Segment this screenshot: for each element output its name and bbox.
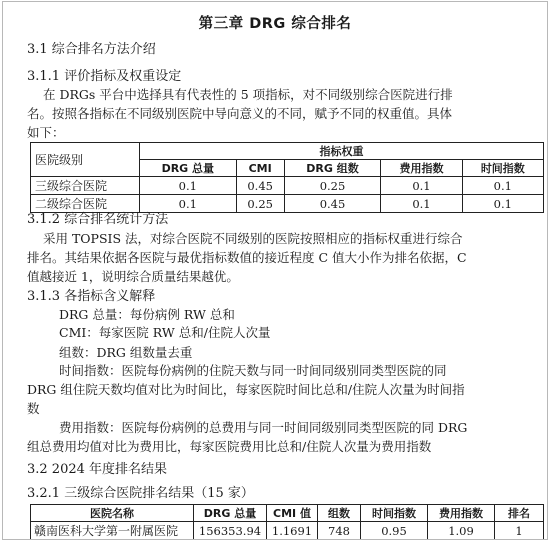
definition-line: 组数：DRG 组数量去重 xyxy=(59,345,193,360)
paragraph-line: 组总费用均值对比为费用比，每家医院费用比总和/住院人次量为费用指数 xyxy=(27,439,432,454)
table-cell: 1.1691 xyxy=(267,522,318,540)
section-3-2-1-heading: 3.2.1 三级综合医院排名结果（15 家） xyxy=(27,486,254,501)
section-3-2-heading: 3.2 2024 年度排名结果 xyxy=(27,462,168,477)
table-cell: 0.45 xyxy=(284,195,381,213)
table-cell: 0.1 xyxy=(462,195,543,213)
column-header: CMI xyxy=(236,160,284,177)
column-header: 费用指数 xyxy=(428,505,495,522)
table-cell: 0.1 xyxy=(140,177,237,195)
table-cell: 156353.94 xyxy=(194,522,267,540)
row-label: 二级综合医院 xyxy=(31,195,140,213)
paragraph-line: 费用指数：医院每份病例的总费用与同一时间同级别同类型医院的同 DRG xyxy=(59,420,468,435)
table-cell: 0.1 xyxy=(462,177,543,195)
table-row xyxy=(31,177,544,195)
weight-group-header: 指标权重 xyxy=(140,143,544,160)
paragraph-line: 排名。其结果依据各医院与最优指标数值的接近程度 C 值大小作为排名依据，C xyxy=(27,250,467,265)
definition-line: DRG 总量：每份病例 RW 总和 xyxy=(59,307,235,322)
paragraph-line: 时间指数：医院每份病例的住院天数与同一时间同级别同类型医院的同 xyxy=(59,363,447,378)
column-header: 费用指数 xyxy=(381,160,462,177)
table-cell: 0.45 xyxy=(236,177,284,195)
table-cell: 0.95 xyxy=(361,522,428,540)
row-label: 三级综合医院 xyxy=(31,177,140,195)
table-cell: 0.25 xyxy=(284,177,381,195)
table-row xyxy=(31,522,544,540)
table-cell: 1 xyxy=(495,522,544,540)
table-cell: 0.1 xyxy=(381,195,462,213)
column-header: DRG 组数 xyxy=(284,160,381,177)
paragraph-line: 数 xyxy=(27,401,40,416)
section-3-1-3-heading: 3.1.3 各指标含义解释 xyxy=(27,289,156,304)
table-cell: 0.25 xyxy=(236,195,284,213)
chapter-title: 第三章 DRG 综合排名 xyxy=(198,16,352,32)
ranking-table xyxy=(30,504,544,540)
paragraph-line: 采用 TOPSIS 法，对综合医院不同级别的医院按照相应的指标权重进行综合 xyxy=(43,231,463,246)
paragraph-line: 如下： xyxy=(27,125,65,140)
paragraph-line: DRG 组住院天数均值对比为时间比，每家医院时间比总和/住院人次量为时间指 xyxy=(27,382,465,397)
table-cell: 赣南医科大学第一附属医院 xyxy=(31,522,194,540)
column-header: DRG 总量 xyxy=(194,505,267,522)
column-header: 医院名称 xyxy=(31,505,194,522)
document-page xyxy=(2,1,548,540)
level-header: 医院级别 xyxy=(31,143,140,177)
paragraph-line: 值越接近 1，说明综合质量结果越优。 xyxy=(27,269,239,284)
weights-table xyxy=(30,142,544,213)
column-header: DRG 总量 xyxy=(140,160,237,177)
column-header: 组数 xyxy=(318,505,361,522)
column-header: 时间指数 xyxy=(462,160,543,177)
paragraph-line: 在 DRGs 平台中选择具有代表性的 5 项指标，对不同级别综合医院进行排 xyxy=(43,87,453,102)
column-header: CMI 值 xyxy=(267,505,318,522)
section-3-1-2-heading: 3.1.2 综合排名统计方法 xyxy=(27,212,169,227)
column-header: 时间指数 xyxy=(361,505,428,522)
paragraph-line: 名。按照各指标在不同级别医院中导向意义的不同，赋予不同的权重值。具体 xyxy=(27,106,453,121)
definition-line: CMI：每家医院 RW 总和/住院人次量 xyxy=(59,325,271,340)
table-cell: 1.09 xyxy=(428,522,495,540)
section-3-1-1-heading: 3.1.1 评价指标及权重设定 xyxy=(27,69,182,84)
table-cell: 0.1 xyxy=(381,177,462,195)
table-cell: 748 xyxy=(318,522,361,540)
section-3-1-heading: 3.1 综合排名方法介绍 xyxy=(27,42,156,57)
table-cell: 0.1 xyxy=(140,195,237,213)
column-header: 排名 xyxy=(495,505,544,522)
